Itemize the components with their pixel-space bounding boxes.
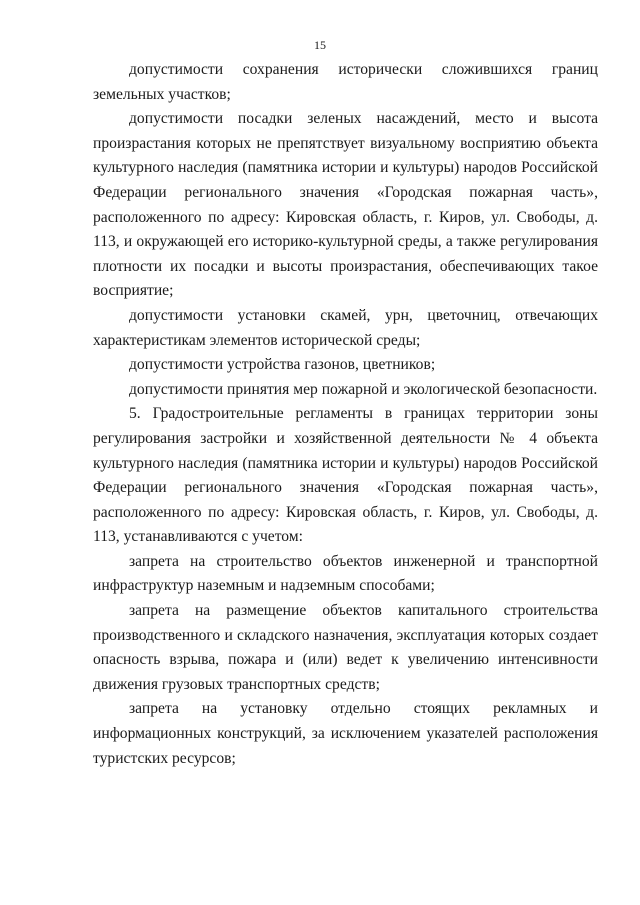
document-body bbox=[93, 58, 598, 771]
paragraph-advertising-ban: запрета на установку отдельно стоящих рекламных и информационных конструкций, за исключением указателей расположения туристских ресурсов; bbox=[93, 700, 598, 767]
paragraph-benches-urns: допустимости установки скамей, урн, цветочниц, отвечающих характеристикам элементов исторической среды; bbox=[93, 306, 598, 349]
paragraph-green-planting: допустимости посадки зеленых насаждений, место и высота произрастания которых не препятствует визуальному восприятию объекта культурного наследия (памятника истории и культуры) народов Российской Федерации регионального значения «Городская пожарная часть», расположенного по адресу: Кировская область, г. Киров, ул. Свободы, д. 113, и окружающей его историко-культурной среды, а также регулирования плотности их посадки и высоты произрастания, обеспечивающих такое восприятие; bbox=[93, 110, 598, 300]
paragraph-lawns: допустимости устройства газонов, цветников; bbox=[129, 356, 436, 374]
paragraph-infrastructure-ban: запрета на строительство объектов инженерной и транспортной инфраструктур наземным и надземным способами; bbox=[93, 552, 598, 595]
paragraph-regulations-item-5: 5. Градостроительные регламенты в границах территории зоны регулирования застройки и хозяйственной деятельности № 4 объекта культурного наследия (памятника истории и культуры) народов Российской Федерации регионального значения «Городская пожарная часть», расположенного по адресу: Кировская область, г. Киров, ул. Свободы, д. 113, устанавливаются с учетом: bbox=[93, 405, 598, 546]
paragraph-industrial-ban: запрета на размещение объектов капитального строительства производственного и складского назначения, эксплуатация которых создает опасность взрыва, пожара и (или) ведет к увеличению интенсивности движения грузовых транспортных средств; bbox=[93, 602, 598, 693]
paragraph-land-boundaries: допустимости сохранения исторически сложившихся границ земельных участков; bbox=[93, 61, 598, 103]
paragraph-fire-safety: допустимости принятия мер пожарной и экологической безопасности. bbox=[129, 380, 598, 398]
page-number: 15 bbox=[314, 38, 326, 52]
